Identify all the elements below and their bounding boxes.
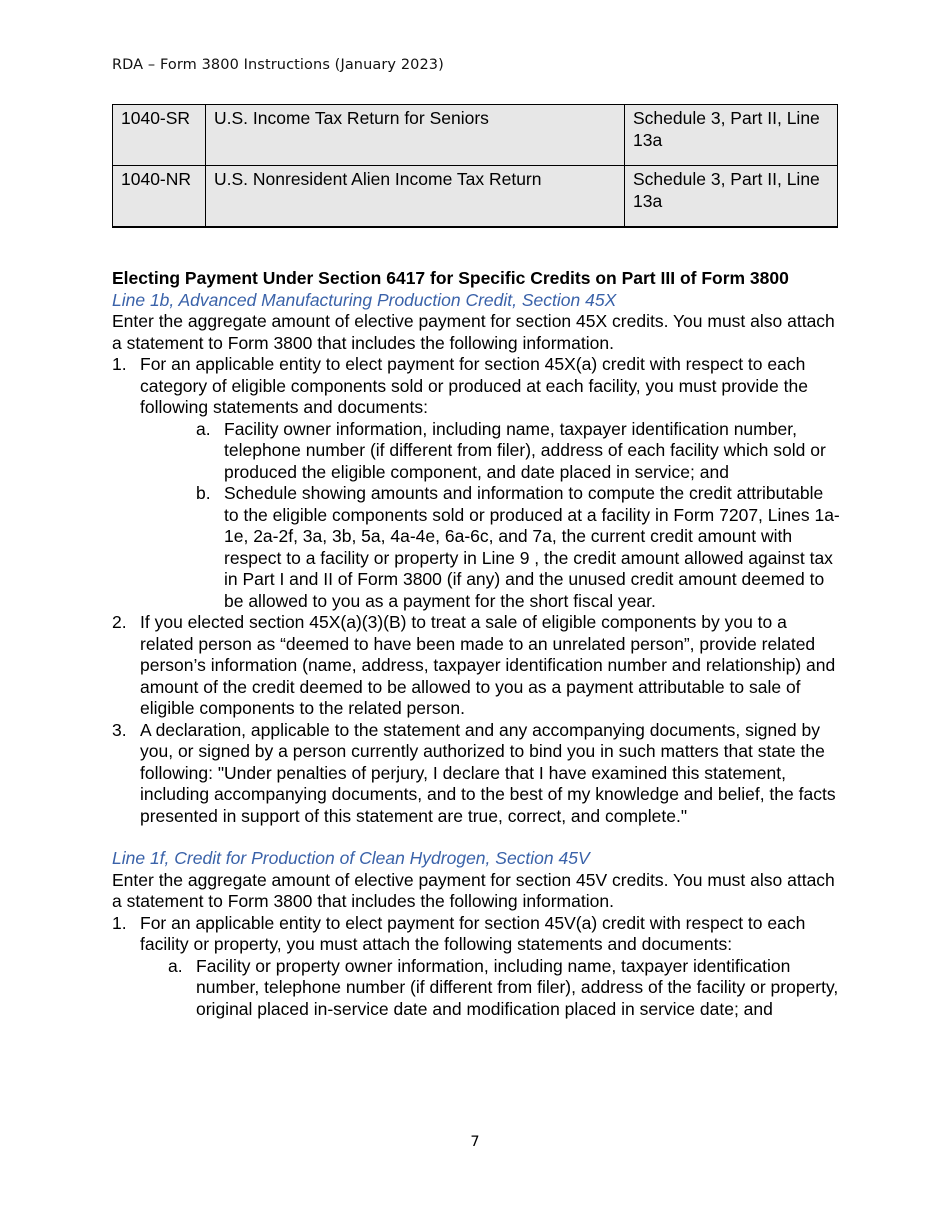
line-1b-heading: Line 1b, Advanced Manufacturing Production Credit, Section 45X xyxy=(112,289,617,310)
sub-list-item-text: Facility owner information, including name, taxpayer identification number, telephone number (if different from filer), address of each facility which sold or produced the eligible component, and date placed in service; and xyxy=(224,418,826,482)
page-content xyxy=(112,268,842,1020)
sub-list-letter: a. xyxy=(168,955,183,976)
line-1f-list xyxy=(112,913,842,1021)
section-heading: Electing Payment Under Section 6417 for Specific Credits on Part III of Form 3800 xyxy=(112,268,789,288)
list-item-text: A declaration, applicable to the statement and any accompanying documents, signed by you, or signed by a person currently authorized to bind you in such matters that state the following: "Under penalties of perjury, I declare that I have examined this statement, including accompanying documents, and to the best of my knowledge and belief, the facts presented in support of this statement are true, correct, and complete." xyxy=(140,719,836,826)
sub-list-item-text: Facility or property owner information, including name, taxpayer identification number, telephone number (if different from filer), address of the facility or property, original placed in-service date and modification placed in service date; and xyxy=(196,955,839,1019)
list-item xyxy=(112,612,842,720)
form-title-cell: U.S. Income Tax Return for Seniors xyxy=(206,105,625,166)
list-item xyxy=(112,913,842,1021)
list-number: 1. xyxy=(112,354,127,374)
list-number: 3. xyxy=(112,719,127,740)
table-row xyxy=(113,105,838,166)
line-1f-heading: Line 1f, Credit for Production of Clean Hydrogen, Section 45V xyxy=(112,848,590,868)
sub-list-item-text: Schedule showing amounts and information to compute the credit attributable to the eligible components sold or produced at a facility in Form 7207, Lines 1a-1e, 2a-2f, 3a, 3b, 5a, 4a-4e, 6a-6c, and 7a, the current credit amount with respect to a facility or property in Line 9 , the credit amount allowed against tax in Part I and II of Form 3800 (if any) and the unused credit amount deemed to be allowed to you as a payment for the short fiscal year. xyxy=(224,483,840,611)
table-row xyxy=(113,166,838,227)
list-item-text: For an applicable entity to elect payment for section 45V(a) credit with respect to each facility or property, you must attach the following statements and documents: xyxy=(140,912,806,954)
list-number: 1. xyxy=(112,912,127,933)
sub-list-letter: a. xyxy=(196,418,211,439)
running-header: RDA – Form 3800 Instructions (January 2023) xyxy=(112,57,444,73)
list-number: 2. xyxy=(112,612,127,632)
list-item-text: For an applicable entity to elect payment for section 45X(a) credit with respect to each category of eligible components sold or produced at each facility, you must provide the following statements and documents: xyxy=(140,354,808,417)
form-number-cell: 1040-NR xyxy=(113,166,206,227)
line-1f-intro: Enter the aggregate amount of elective payment for section 45V credits. You must also attach a statement to Form 3800 that includes the following information. xyxy=(112,869,835,911)
sub-list-item xyxy=(196,419,842,484)
sub-list-item xyxy=(168,956,842,1021)
sub-list xyxy=(140,956,842,1021)
sub-list xyxy=(140,419,842,613)
form-line-cell: Schedule 3, Part II, Line 13a xyxy=(625,105,838,166)
list-item-text: If you elected section 45X(a)(3)(B) to treat a sale of eligible components by you to a related person as “deemed to have been made to an unrelated person”, provide related person’s information (name, address, taxpayer identification number and relationship) and amount of the credit deemed to be allowed to you as a payment attributable to sale of eligible components to the related person. xyxy=(140,612,836,718)
form-line-table xyxy=(112,104,838,228)
form-line-cell: Schedule 3, Part II, Line 13a xyxy=(625,166,838,227)
sub-list-letter: b. xyxy=(196,483,211,503)
line-1b-intro: Enter the aggregate amount of elective payment for section 45X credits. You must also attach a statement to Form 3800 that includes the following information. xyxy=(112,311,835,353)
list-item xyxy=(112,354,842,612)
sub-list-item xyxy=(196,483,842,612)
list-item xyxy=(112,720,842,828)
form-number-cell: 1040-SR xyxy=(113,105,206,166)
form-title-cell: U.S. Nonresident Alien Income Tax Return xyxy=(206,166,625,227)
line-1b-list xyxy=(112,354,842,827)
page-number: 7 xyxy=(470,1134,480,1150)
